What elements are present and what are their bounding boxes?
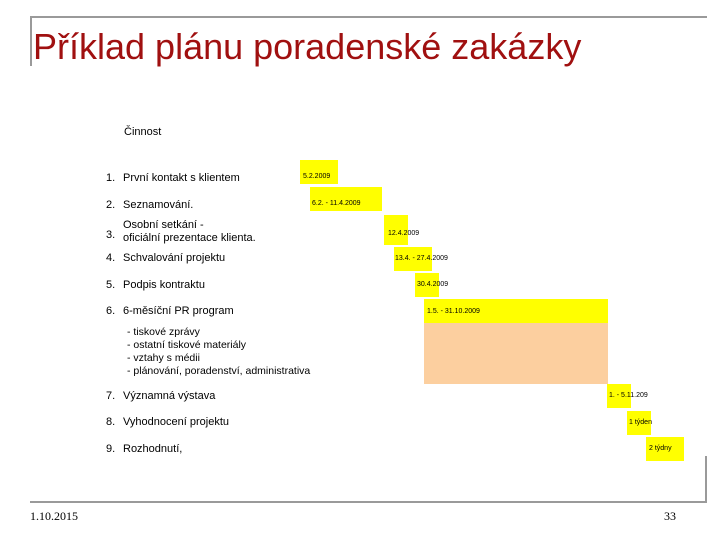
- gantt-bar-label: 6.2. - 11.4.2009: [312, 200, 361, 207]
- activity-number: 1.: [106, 172, 116, 184]
- activity-label: 6-měsíční PR program: [123, 305, 234, 317]
- activity-label: Vyhodnocení projektu: [123, 416, 229, 428]
- activity-label: Významná výstava: [123, 390, 216, 402]
- activity-number: 7.: [106, 390, 116, 402]
- activity-number: 3.: [106, 229, 116, 241]
- activity-number: 2.: [106, 199, 116, 211]
- pr-subitem: - tiskové zprávy: [127, 326, 200, 338]
- activity-number: 9.: [106, 443, 116, 455]
- gantt-bar-label: 2 týdny: [649, 445, 672, 452]
- pr-subitems-list: [127, 326, 310, 378]
- gantt-bar-label: 5.2.2009: [303, 173, 331, 180]
- activity-label-line-1: Osobní setkání -: [123, 219, 204, 231]
- activity-label: První kontakt s klientem: [123, 172, 240, 184]
- frame-right-line: [705, 456, 707, 503]
- slide-title: Příklad plánu poradenské zakázky: [33, 26, 582, 67]
- gantt-bar-label: 1 týden: [629, 419, 652, 426]
- activity-label: Schvalování projektu: [123, 252, 226, 264]
- activity-label: Rozhodnutí,: [123, 443, 183, 455]
- frame-left-line: [30, 16, 32, 66]
- footer-date: 1.10.2015: [30, 509, 78, 523]
- gantt-bar-label: 1. - 5.11.209: [609, 392, 648, 399]
- activity-label: Podpis kontraktu: [123, 279, 205, 291]
- pr-subitem: - ostatní tiskové materiály: [127, 339, 247, 351]
- activity-label: Seznamování.: [123, 199, 194, 211]
- activity-number: 5.: [106, 279, 116, 291]
- pr-subitem: - plánování, poradenství, administrativa: [127, 365, 311, 377]
- pr-subitem: - vztahy s médii: [127, 352, 200, 364]
- page-number: 33: [664, 509, 676, 523]
- gantt-bar-label: 1.5. - 31.10.2009: [427, 308, 480, 315]
- gantt-bar-label: 13.4. - 27.4.2009: [395, 255, 448, 262]
- gantt-bar-label: 30.4.2009: [417, 281, 449, 288]
- column-heading: Činnost: [124, 126, 162, 138]
- activity-label-line-2: oficiální prezentace klienta.: [123, 232, 256, 244]
- gantt-bar-6-extension: [424, 323, 608, 384]
- activity-number: 6.: [106, 305, 116, 317]
- gantt-bar-label: 12.4.2009: [388, 230, 420, 237]
- activity-number: 4.: [106, 252, 116, 264]
- activity-number: 8.: [106, 416, 116, 428]
- frame-bottom-line: [30, 501, 707, 503]
- frame-top-line: [30, 16, 707, 18]
